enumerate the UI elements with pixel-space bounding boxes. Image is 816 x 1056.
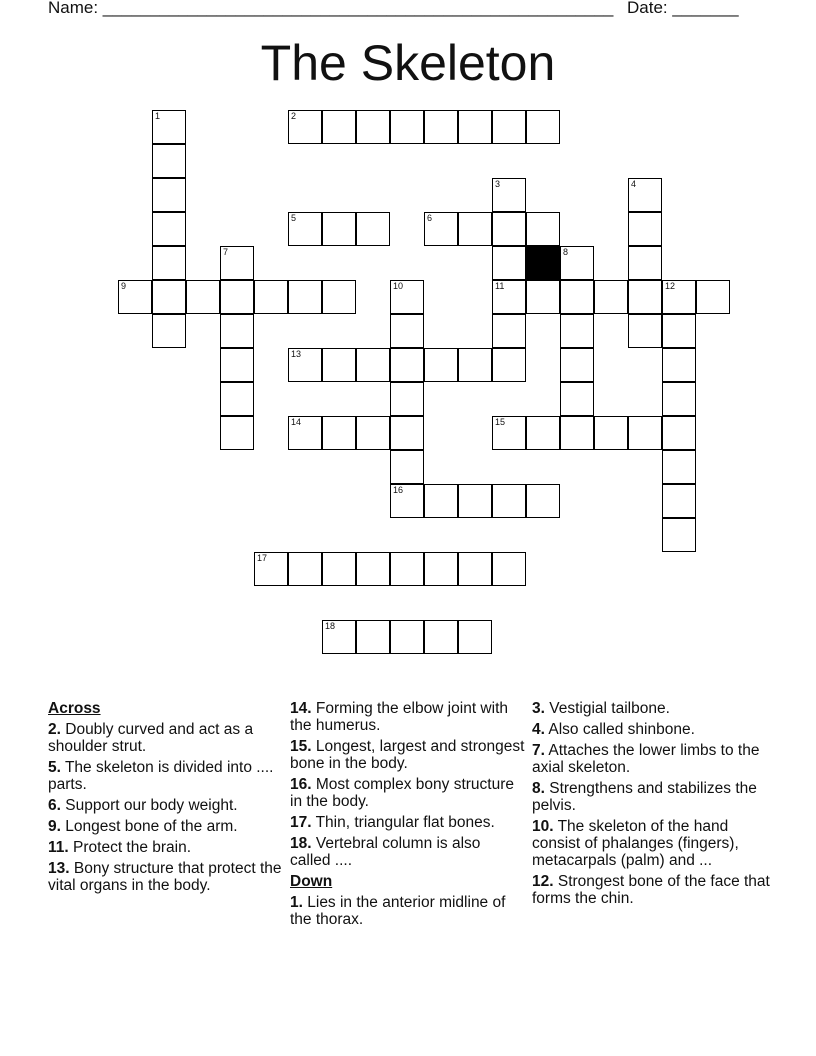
clue-number: 5: [291, 213, 297, 223]
clue-down-10: 10. The skeleton of the hand consist of phalanges (fingers), metacarpals (palm) and ...: [532, 818, 739, 869]
grid-cell[interactable]: [390, 348, 424, 382]
grid-cell[interactable]: [458, 552, 492, 586]
clues-column-3: [532, 700, 772, 911]
clue-across-16: 16. Most complex bony structure in the body.: [290, 776, 515, 810]
date-field[interactable]: Date: _______: [627, 0, 739, 17]
grid-cell[interactable]: [458, 620, 492, 654]
grid-cell[interactable]: [322, 552, 356, 586]
across-heading: Across: [48, 700, 101, 717]
grid-cell[interactable]: [356, 212, 390, 246]
clue-number: 6: [427, 213, 433, 223]
grid-cell[interactable]: [662, 484, 696, 518]
grid-cell[interactable]: [220, 416, 254, 450]
grid-cell[interactable]: [322, 348, 356, 382]
clue-down-4: 4. Also called shinbone.: [532, 721, 695, 738]
clue-across-5: 5. The skeleton is divided into .... parts.: [48, 759, 274, 793]
grid-cell[interactable]: [424, 110, 458, 144]
clue-across-6: 6. Support our body weight.: [48, 797, 238, 814]
clue-number: 4: [631, 179, 637, 189]
grid-cell[interactable]: [526, 484, 560, 518]
grid-cell[interactable]: [458, 484, 492, 518]
black-square: [526, 246, 560, 280]
grid-cell[interactable]: [662, 416, 696, 450]
grid-cell[interactable]: [492, 212, 526, 246]
grid-cell[interactable]: [390, 314, 424, 348]
grid-cell[interactable]: [424, 348, 458, 382]
grid-cell[interactable]: [594, 280, 628, 314]
clue-number: 8: [563, 247, 569, 257]
grid-cell[interactable]: [560, 348, 594, 382]
grid-cell[interactable]: [628, 212, 662, 246]
grid-cell[interactable]: [492, 416, 526, 450]
grid-cell[interactable]: [628, 246, 662, 280]
grid-cell[interactable]: [390, 382, 424, 416]
clue-number: 3: [495, 179, 501, 189]
grid-cell[interactable]: [152, 178, 186, 212]
grid-cell[interactable]: [356, 110, 390, 144]
name-field[interactable]: Name: ______________________________________________________: [48, 0, 614, 17]
grid-cell[interactable]: [288, 212, 322, 246]
grid-cell[interactable]: [152, 280, 186, 314]
grid-cell[interactable]: [390, 280, 424, 314]
grid-cell[interactable]: [322, 416, 356, 450]
grid-cell[interactable]: [526, 280, 560, 314]
grid-cell[interactable]: [662, 518, 696, 552]
clue-number: 17: [257, 553, 268, 563]
grid-cell[interactable]: [254, 280, 288, 314]
clue-number: 18: [325, 621, 336, 631]
grid-cell[interactable]: [560, 416, 594, 450]
grid-cell[interactable]: [662, 314, 696, 348]
page-title: The Skeleton: [260, 35, 556, 91]
grid-cell[interactable]: [492, 314, 526, 348]
clue-across-14: 14. Forming the elbow joint with the humerus.: [290, 700, 508, 734]
grid-cell[interactable]: [118, 280, 152, 314]
clue-down-12: 12. Strongest bone of the face that forms the chin.: [532, 873, 770, 907]
clue-across-13: 13. Bony structure that protect the vital organs in the body.: [48, 860, 282, 894]
clue-number: 12: [665, 281, 676, 291]
clue-across-9: 9. Longest bone of the arm.: [48, 818, 238, 835]
grid-cell[interactable]: [220, 246, 254, 280]
clue-across-18: 18. Vertebral column is also called ....: [290, 835, 481, 869]
clue-down-1: 1. Lies in the anterior midline of the thorax.: [290, 894, 506, 928]
grid-cell[interactable]: [696, 280, 730, 314]
grid-cell[interactable]: [424, 212, 458, 246]
clue-across-2: 2. Doubly curved and act as a shoulder strut.: [48, 721, 254, 755]
grid-cell[interactable]: [356, 552, 390, 586]
grid-cell[interactable]: [220, 382, 254, 416]
clue-number: 10: [393, 281, 404, 291]
grid-cell[interactable]: [322, 620, 356, 654]
clue-number: 13: [291, 349, 302, 359]
grid-cell[interactable]: [390, 416, 424, 450]
grid-cell[interactable]: [628, 280, 662, 314]
grid-cell[interactable]: [390, 450, 424, 484]
grid-cell[interactable]: [152, 144, 186, 178]
clue-number: 7: [223, 247, 229, 257]
grid-cell[interactable]: [526, 416, 560, 450]
grid-cell[interactable]: [560, 382, 594, 416]
grid-cell[interactable]: [458, 348, 492, 382]
grid-cell[interactable]: [492, 110, 526, 144]
clues-column-1: [48, 700, 283, 898]
grid-cell[interactable]: [458, 110, 492, 144]
grid-cell[interactable]: [628, 314, 662, 348]
grid-cell[interactable]: [560, 280, 594, 314]
grid-cell[interactable]: [424, 620, 458, 654]
grid-cell[interactable]: [662, 450, 696, 484]
clue-number: 11: [495, 281, 505, 291]
grid-cell[interactable]: [492, 348, 526, 382]
grid-cell[interactable]: [220, 280, 254, 314]
grid-cell[interactable]: [288, 280, 322, 314]
grid-cell[interactable]: [526, 212, 560, 246]
grid-cell[interactable]: [526, 110, 560, 144]
grid-cell[interactable]: [492, 246, 526, 280]
grid-cell[interactable]: [492, 484, 526, 518]
grid-cell[interactable]: [152, 246, 186, 280]
clue-across-11: 11. Protect the brain.: [48, 839, 192, 856]
grid-cell[interactable]: [288, 416, 322, 450]
grid-cell[interactable]: [560, 314, 594, 348]
clues-column-2: [290, 700, 525, 932]
grid-cell[interactable]: [492, 280, 526, 314]
grid-cell[interactable]: [322, 110, 356, 144]
clue-across-15: 15. Longest, largest and strongest bone in the body.: [290, 738, 525, 772]
grid-cell[interactable]: [186, 280, 220, 314]
grid-cell[interactable]: [662, 382, 696, 416]
grid-cell[interactable]: [322, 212, 356, 246]
grid-cell[interactable]: [424, 484, 458, 518]
down-heading: Down: [290, 873, 333, 890]
grid-cell[interactable]: [424, 552, 458, 586]
grid-cell[interactable]: [492, 552, 526, 586]
clue-number: 1: [155, 111, 161, 121]
grid-cell[interactable]: [356, 348, 390, 382]
grid-cell[interactable]: [356, 416, 390, 450]
grid-cell[interactable]: [288, 348, 322, 382]
grid-cell[interactable]: [254, 552, 288, 586]
clue-across-17: 17. Thin, triangular flat bones.: [290, 814, 495, 831]
clue-number: 16: [393, 485, 404, 495]
grid-cell[interactable]: [390, 552, 424, 586]
grid-cell[interactable]: [356, 620, 390, 654]
grid-cell[interactable]: [458, 212, 492, 246]
clue-number: 9: [121, 281, 127, 291]
grid-cell[interactable]: [628, 416, 662, 450]
grid-cell[interactable]: [662, 348, 696, 382]
grid-cell[interactable]: [288, 110, 322, 144]
grid-cell[interactable]: [390, 110, 424, 144]
clue-number: 15: [495, 417, 506, 427]
clue-down-3: 3. Vestigial tailbone.: [532, 700, 670, 717]
grid-cell[interactable]: [560, 246, 594, 280]
grid-cell[interactable]: [390, 620, 424, 654]
grid-cell[interactable]: [152, 212, 186, 246]
grid-cell[interactable]: [594, 416, 628, 450]
clue-number: 2: [291, 111, 297, 121]
grid-cell[interactable]: [662, 280, 696, 314]
grid-cell[interactable]: [492, 178, 526, 212]
clue-down-7: 7. Attaches the lower limbs to the axial skeleton.: [532, 742, 760, 776]
clue-down-8: 8. Strengthens and stabilizes the pelvis.: [532, 780, 757, 814]
grid-cell[interactable]: [220, 314, 254, 348]
grid-cell[interactable]: [322, 280, 356, 314]
grid-cell[interactable]: [390, 484, 424, 518]
grid-cell[interactable]: [220, 348, 254, 382]
grid-cell[interactable]: [628, 178, 662, 212]
grid-cell[interactable]: [152, 110, 186, 144]
grid-cell[interactable]: [152, 314, 186, 348]
grid-cell[interactable]: [288, 552, 322, 586]
clue-number: 14: [291, 417, 302, 427]
